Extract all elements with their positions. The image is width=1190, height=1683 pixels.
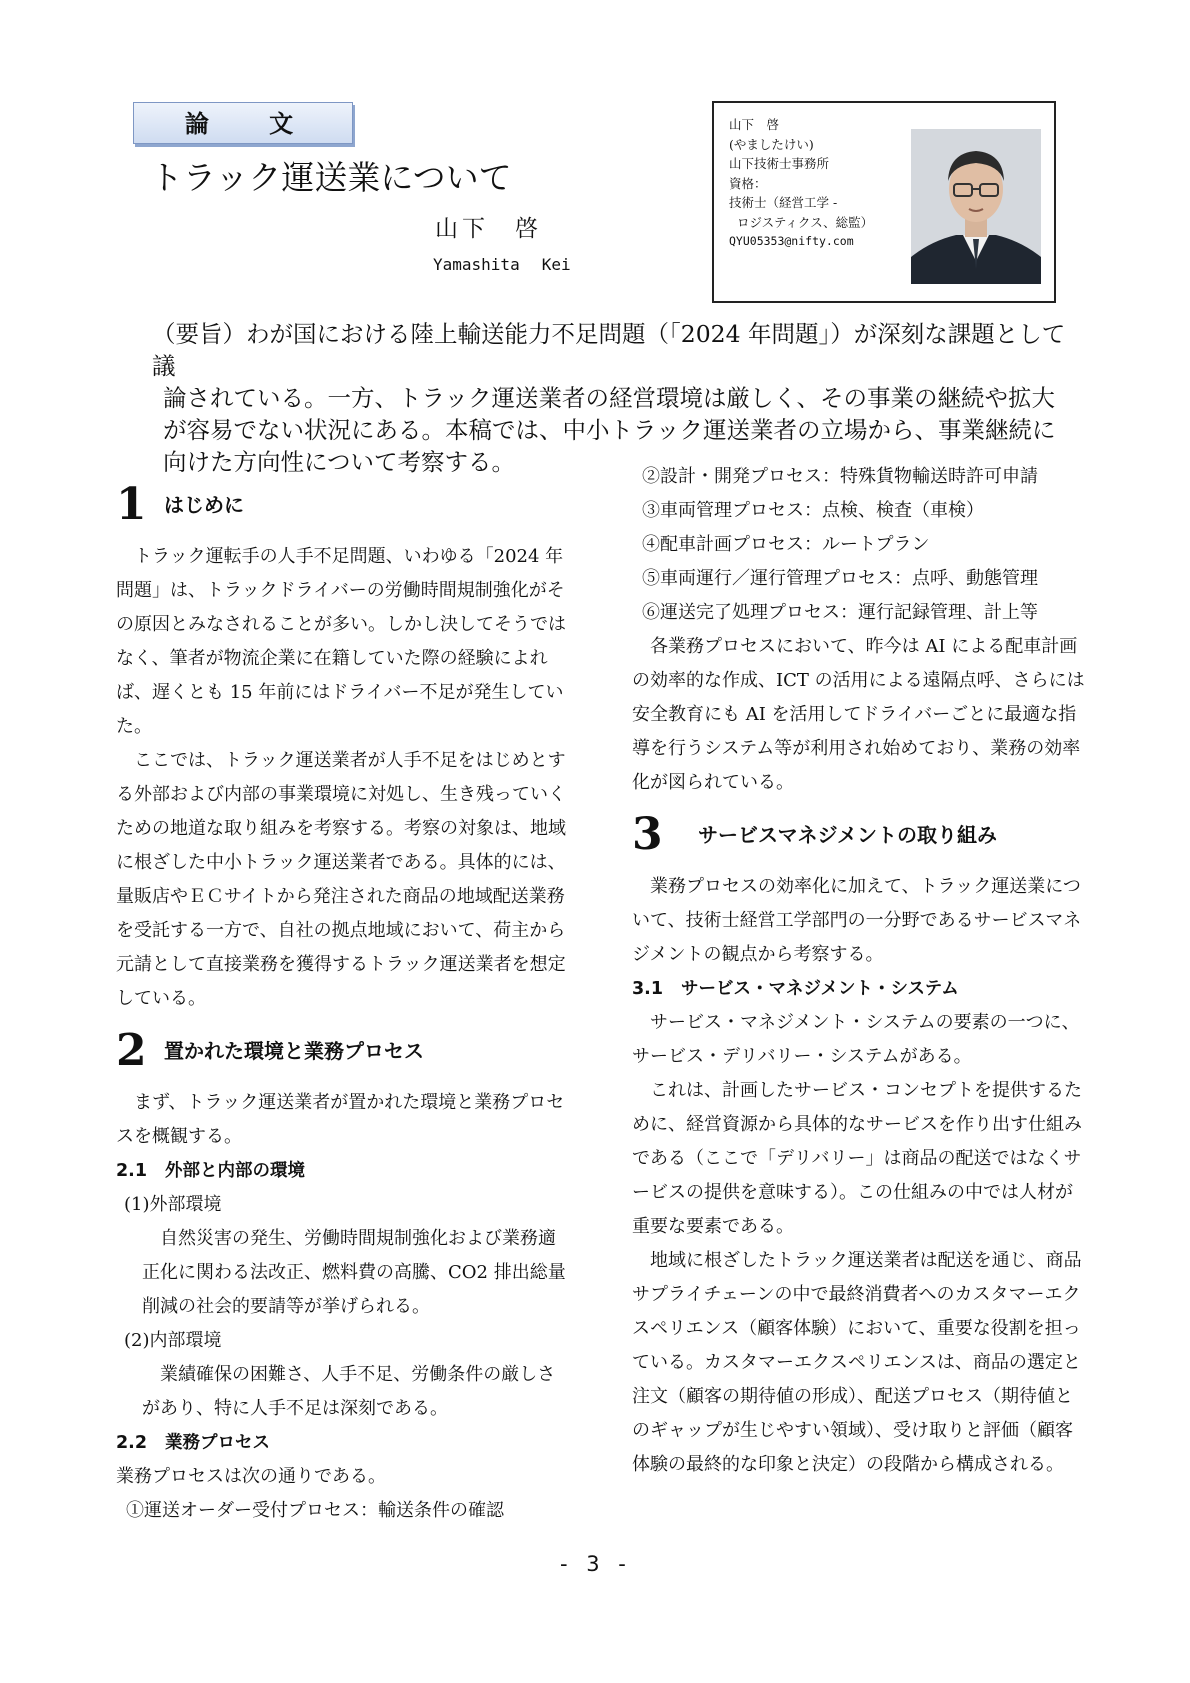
abstract <box>152 318 1082 478</box>
subsection-heading-3-1 <box>632 972 1089 1006</box>
paragraph: サービス・マネジメント・システムの要素の一つに、サービス・デリバリー・システムがある。 <box>632 1012 1080 1067</box>
section-title: 置かれた環境と業務プロセス <box>164 1039 424 1063</box>
section-title: はじめに <box>164 493 244 517</box>
paragraph: 業務プロセスは次の通りである。 <box>116 1466 386 1487</box>
category-badge: 論 文 <box>133 102 353 144</box>
right-column <box>632 460 1089 1482</box>
paragraph: 各業務プロセスにおいて、昨今は AI による配車計画の効率的な作成、ICT の活用による遠隔点呼、さらには安全教育にも AI を活用してドライバーごとに最適な指導を行うシステム等が利用され始めており、業務の効率化が図られている。 <box>632 636 1085 793</box>
paragraph: 業務プロセスの効率化に加えて、トラック運送業について、技術士経営工学部門の一分野であるサービスマネジメントの観点から考察する。 <box>632 876 1082 965</box>
section-number: 1 <box>116 479 147 530</box>
paragraph: 業績確保の困難さ、人手不足、労働条件の厳しさがあり、特に人手不足は深刻である。 <box>142 1364 556 1419</box>
subsection-heading-2-1 <box>116 1154 571 1188</box>
author-family-en: Yamashita <box>433 255 520 274</box>
profile-text <box>729 115 873 252</box>
author-portrait-graphic <box>911 129 1041 284</box>
paragraph: まず、トラック運送業者が置かれた環境と業務プロセスを概観する。 <box>116 1092 565 1147</box>
process-item: ③車両管理プロセス：点検、検査（車検） <box>642 500 984 521</box>
profile-reading: (やましたけい) <box>729 136 814 152</box>
author-family-ja: 山下 <box>435 216 489 242</box>
subsection-number: 3.1 <box>632 979 664 999</box>
profile-office: 山下技術士事務所 <box>729 156 830 171</box>
profile-name: 山下 啓 <box>729 117 780 132</box>
list-label: (2)内部環境 <box>124 1330 222 1351</box>
author-profile-box <box>712 101 1056 303</box>
process-item: ①運送オーダー受付プロセス：輸送条件の確認 <box>126 1500 504 1521</box>
list-label: (1)外部環境 <box>124 1194 222 1215</box>
profile-email: QYU05353@nifty.com <box>729 234 854 248</box>
subsection-heading-2-2 <box>116 1426 571 1460</box>
process-item: ⑥運送完了処理プロセス：運行記録管理、計上等 <box>642 602 1038 623</box>
section-title: サービスマネジメントの取り組み <box>698 823 997 847</box>
section-heading-3 <box>632 800 1089 870</box>
section-heading-1 <box>116 470 571 540</box>
profile-qual-line2: ロジスティクス、総監） <box>737 214 874 230</box>
abstract-line: 論されている。一方、トラック運送業者の経営環境は厳しく、その事業の継続や拡大 <box>163 384 1056 412</box>
process-item: ⑤車両運行／運行管理プロセス：点呼、動態管理 <box>642 568 1038 589</box>
subsection-title: サービス・マネジメント・システム <box>681 979 959 999</box>
paragraph: 自然災害の発生、労働時間規制強化および業務適正化に関わる法改正、燃料費の高騰、CO2 排出総量削減の社会的要請等が挙げられる。 <box>142 1228 566 1317</box>
abstract-line: が容易でない状況にある。本稿では、中小トラック運送業者の立場から、事業継続に <box>163 416 1056 444</box>
subsection-number: 2.1 <box>116 1161 148 1181</box>
author-given-en: Kei <box>541 255 571 274</box>
process-item: ②設計・開発プロセス：特殊貨物輸送時許可申請 <box>642 466 1038 487</box>
author-name-en <box>433 255 571 274</box>
process-item: ④配車計画プロセス：ルートプラン <box>642 534 930 555</box>
page-number: - 3 - <box>560 1552 632 1576</box>
abstract-line: 向けた方向性について考察する。 <box>163 448 516 476</box>
left-column <box>116 470 571 1528</box>
subsection-title: 業務プロセス <box>165 1433 271 1453</box>
paragraph: ここでは、トラック運送業者が人手不足をはじめとする外部および内部の事業環境に対処し、生き残っていくための地道な取り組みを考察する。考察の対象は、地域に根ざした中小トラック運送業者である。具体的には、量販店やＥＣサイトから発注された商品の地域配送業務を受託する一方で、自社の拠点地域において、荷主から元請として直接業務を獲得するトラック運送業者を想定している。 <box>116 750 566 1009</box>
section-heading-2 <box>116 1016 571 1086</box>
article-title: トラック運送業について <box>150 158 512 197</box>
subsection-number: 2.2 <box>116 1433 148 1453</box>
paragraph: 地域に根ざしたトラック運送業者は配送を通じ、商品サプライチェーンの中で最終消費者へのカスタマーエクスペリエンス（顧客体験）において、重要な役割を担っている。カスタマーエクスペリエンスは、商品の選定と注文（顧客の期待値の形成）、配送プロセス（期待値とのギャップが生じやすい領域）、受け取りと評価（顧客体験の最終的な印象と決定）の段階から構成される。 <box>632 1250 1082 1475</box>
section-number: 2 <box>116 1025 147 1076</box>
profile-qual-label: 資格： <box>729 175 767 191</box>
paragraph: トラック運転手の人手不足問題、いわゆる「2024 年問題」は、トラックドライバーの労働時間規制強化がその原因とみなされることが多い。しかし決してそうではなく、筆者が物流企業に在籍していた際の経験によれば、遅くとも 15 年前にはドライバー不足が発生していた。 <box>116 546 566 737</box>
profile-qual-line1: 技術士（経営工学 - <box>729 195 838 210</box>
author-given-ja: 啓 <box>515 216 542 242</box>
section-number: 3 <box>632 809 663 860</box>
subsection-title: 外部と内部の環境 <box>165 1161 306 1181</box>
abstract-line: （要旨）わが国における陸上輸送能力不足問題（「2024 年問題」）が深刻な課題として議 <box>152 320 1066 380</box>
author-photo <box>911 129 1041 284</box>
author-name-ja <box>435 210 542 243</box>
paragraph: これは、計画したサービス・コンセプトを提供するために、経営資源から具体的なサービスを作り出す仕組みである（ここで「デリバリー」は商品の配送ではなくサービスの提供を意味する）。この仕組みの中では人材が重要な要素である。 <box>632 1080 1082 1237</box>
